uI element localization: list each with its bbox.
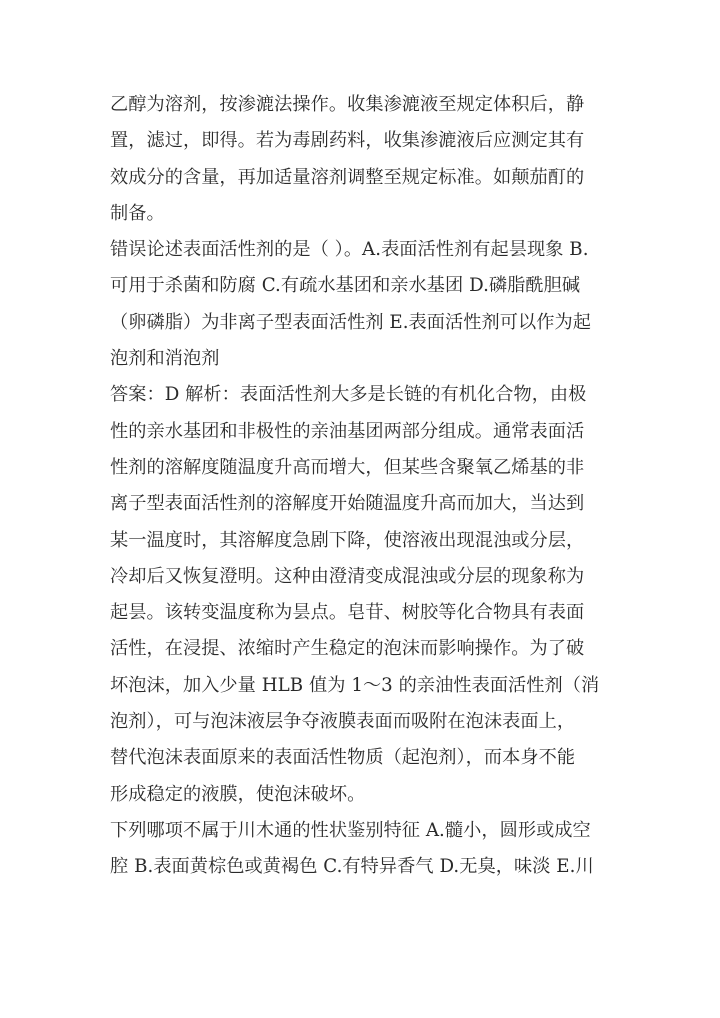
text-line: 性的亲水基团和非极性的亲油基团两部分组成。通常表面活 — [110, 420, 585, 442]
text-line: 泡剂），可与泡沫液层争夺液膜表面而吸附在泡沫表面上， — [110, 711, 576, 733]
text-line: 置，滤过，即得。若为毒剧药料，收集渗漉液后应测定其有 — [110, 130, 585, 152]
text-line: 替代泡沫表面原来的表面活性物质（起泡剂），而本身不能 — [110, 747, 576, 769]
text-line: 腔 B.表面黄棕色或黄褐色 C.有特异香气 D.无臭，味淡 E.川 — [110, 856, 594, 878]
text-line: 冷却后又恢复澄明。这种由澄清变成混浊或分层的现象称为 — [110, 565, 585, 587]
text-line: 泡剂和消泡剂 — [110, 348, 220, 370]
text-line: 性剂的溶解度随温度升高而增大，但某些含聚氧乙烯基的非 — [110, 456, 585, 478]
text-line: 形成稳定的液膜，使泡沫破坏。 — [110, 783, 366, 805]
text-line: 起昙。该转变温度称为昙点。皂苷、树胶等化合物具有表面 — [110, 602, 585, 624]
text-line: 可用于杀菌和防腐 C.有疏水基团和亲水基团 D.磷脂酰胆碱 — [110, 275, 581, 297]
document-body — [110, 87, 610, 886]
text-line: 坏泡沫，加入少量 HLB 值为 1～3 的亲油性表面活性剂（消 — [110, 674, 600, 696]
text-line: 错误论述表面活性剂的是（ ）。A.表面活性剂有起昙现象 B. — [110, 239, 589, 261]
text-line: 效成分的含量，再加适量溶剂调整至规定标准。如颠茄酊的 — [110, 166, 585, 188]
text-line: 某一温度时，其溶解度急剧下降，使溶液出现混浊或分层， — [110, 529, 585, 551]
text-line: 制备。 — [110, 202, 165, 224]
text-line: 答案：D 解析：表面活性剂大多是长链的有机化合物，由极 — [110, 384, 587, 406]
text-line: 乙醇为溶剂，按渗漉法操作。收集渗漉液至规定体积后，静 — [110, 94, 585, 115]
text-line: （卵磷脂）为非离子型表面活性剂 E.表面活性剂可以作为起 — [110, 311, 591, 333]
text-line: 活性，在浸提、浓缩时产生稳定的泡沫而影响操作。为了破 — [110, 638, 585, 660]
text-line: 下列哪项不属于川木通的性状鉴别特征 A.髓小，圆形或成空 — [110, 819, 591, 841]
text-line: 离子型表面活性剂的溶解度开始随温度升高而加大，当达到 — [110, 493, 585, 515]
